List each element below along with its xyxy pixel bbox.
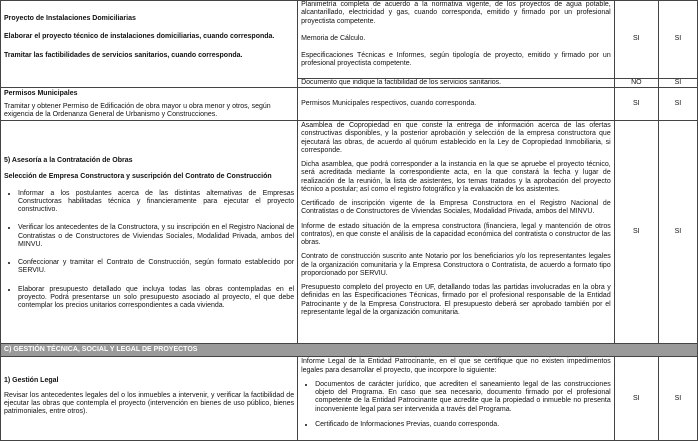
doc-text: Especificaciones Técnicas e Informes, según tipología de proyecto, emitido y firmado por un profesional proyectista competente.	[301, 52, 611, 68]
doc-text: Informe de estado situación de la empresa constructora (financiera, legal y mantención de otros contratos), en que conste el análisis de la capacidad económica del contratista o constructor de las obras.	[301, 222, 611, 246]
activity-text: Revisar los antecedentes legales del o los inmuebles a intervenir, y verificar la factibilidad de ejecutar las obras que contempla el proyecto (intervención en bienes de uso público, bienes patrimoniales, entre otros).	[4, 391, 295, 415]
activity-cell	[1, 121, 298, 344]
activity-cell	[1, 357, 298, 441]
section-header-row	[1, 344, 698, 357]
row-title: 5) Asesoría a la Contratación de Obras	[4, 157, 133, 164]
doc-text: Contrato de construcción suscrito ante Notario por los beneficiarios y/o los representantes legales de la organización comunitaria y la Empresa Constructora o Contratista, de acuerdo a formato tipo proporcionado por SERVIU.	[301, 253, 611, 277]
status-cell: SI	[658, 357, 697, 441]
table-row	[1, 88, 698, 121]
status-cell: SI	[658, 79, 697, 88]
status-cell: SI	[658, 1, 697, 79]
status-cell: SI	[614, 1, 658, 79]
row-title: Proyecto de Instalaciones Domiciliarias	[4, 15, 136, 22]
activity-cell	[1, 88, 298, 121]
table-row	[1, 357, 698, 441]
activity-text: Elaborar el proyecto técnico de instalaciones domiciliarias, cuando corresponda.	[4, 33, 275, 41]
status-cell: SI	[658, 88, 697, 121]
status-cell: SI	[614, 357, 658, 441]
doc-text: Presupuesto completo del proyecto en UF, detallando todas las partidas involucradas en la obra y definidas en las Especificaciones Técnicas, firmado por el profesional responsable de la Entidad Patrocinante y de la Empresa Constructora. El presupuesto deberá ser aprobado también por el representante legal de la organización comunitaria.	[301, 284, 611, 316]
doc-text: Dicha asamblea, que podrá corresponder a la instancia en la que se apruebe el proyecto técnico, será acreditada mediante la correspondiente acta, en la que constará la fecha y lugar de realización de la reunión, la lista de asistentes, los temas tratados y la aprobación del proyecto técnico a postular; así como el registro fotográfico y la evaluación de los asistentes.	[301, 161, 611, 193]
documents-cell	[298, 121, 615, 344]
doc-text: Memoria de Cálculo.	[301, 35, 366, 42]
list-item: • Documentos de carácter jurídico, que acrediten el saneamiento legal de las construcciones objeto del Programa. En caso que sea necesario, documento firmado por el profesional competente de la Entidad Patrocinante que acredite que la propiedad o inmueble no presenta inconveniente legal para ser intervenida a través del Programa.	[315, 381, 611, 414]
activity-cell	[1, 1, 298, 88]
documents-cell	[298, 1, 615, 79]
row-subtitle: Selección de Empresa Constructora y suscripción del Contrato de Construcción	[4, 173, 272, 181]
activity-text: Tramitar y obtener Permiso de Edificación de obra mayor u obra menor y otros, según exigencia de la Ordenanza General de Urbanismo y Construcciones.	[4, 102, 271, 118]
doc-text: Certificado de inscripción vigente de la Empresa Constructora en el Registro Nacional de Contratistas o de Constructores de Viviendas Sociales, Modalidad Privada, ambos del MINVU.	[301, 200, 611, 216]
status-cell: SI	[614, 121, 658, 344]
table-row	[1, 1, 698, 79]
status-cell: SI	[658, 121, 697, 344]
list-item: • Informar a los postulantes acerca de las distintas alternativas de Empresas Constructoras habilitadas técnica y financieramente para ejecutar el proyecto constructivo.	[18, 190, 294, 215]
status-cell: NO	[614, 79, 658, 88]
row-title: 1) Gestión Legal	[4, 377, 59, 385]
doc-text: Asamblea de Copropiedad en que conste la entrega de información acerca de las ofertas constructivas disponibles, y la posterior aprobación y selección de la empresa constructora que ejecutará las obras, de acuerdo al quórum establecido en la Ley de Copropiedad Inmobiliaria, si corresponde.	[301, 122, 611, 154]
doc-text: Planimetría completa de acuerdo a la normativa vigente, de los proyectos de agua potable, alcantarillado, electricidad y gas, cuando corresponda, emitido y firmado por un profesional proyectista competente.	[301, 1, 611, 25]
activity-text: Tramitar las factibilidades de servicios sanitarios, cuando corresponda.	[4, 51, 243, 59]
list-item: • Confeccionar y tramitar el Contrato de Construcción, según formato establecido por SERVIU.	[18, 259, 294, 276]
status-cell: SI	[614, 88, 658, 121]
list-item: • Verificar los antecedentes de la Constructora, y su inscripción en el Registro Nacional de Contratistas o de Constructores de Viviendas Sociales, Modalidad Privada, ambos del MINVU.	[18, 224, 294, 249]
doc-text: Documento que indique la factibilidad de los servicios sanitarios.	[298, 79, 615, 88]
doc-list	[301, 381, 611, 429]
doc-text: Informe Legal de la Entidad Patrocinante, en el que se certifique que no existen impedimentos legales para desarrollar el proyecto, que incorpore lo siguiente:	[301, 358, 611, 374]
documents-cell	[298, 357, 615, 441]
doc-text: Permisos Municipales respectivos, cuando corresponda.	[298, 88, 615, 121]
list-item: • Elaborar presupuesto detallado que incluya todas las obras contempladas en el proyecto. Podrá presentarse un solo presupuesto asociado al proyecto, el que debe contemplar los precios unitarios correspondientes a cada vivienda.	[18, 286, 294, 311]
table-row	[1, 121, 698, 344]
row-title: Permisos Municipales	[4, 90, 78, 98]
section-header: C) GESTIÓN TÉCNICA, SOCIAL Y LEGAL DE PROYECTOS	[1, 344, 698, 357]
activity-list	[4, 190, 294, 311]
list-item: • Certificado de Informaciones Previas, cuando corresponda.	[315, 421, 611, 429]
